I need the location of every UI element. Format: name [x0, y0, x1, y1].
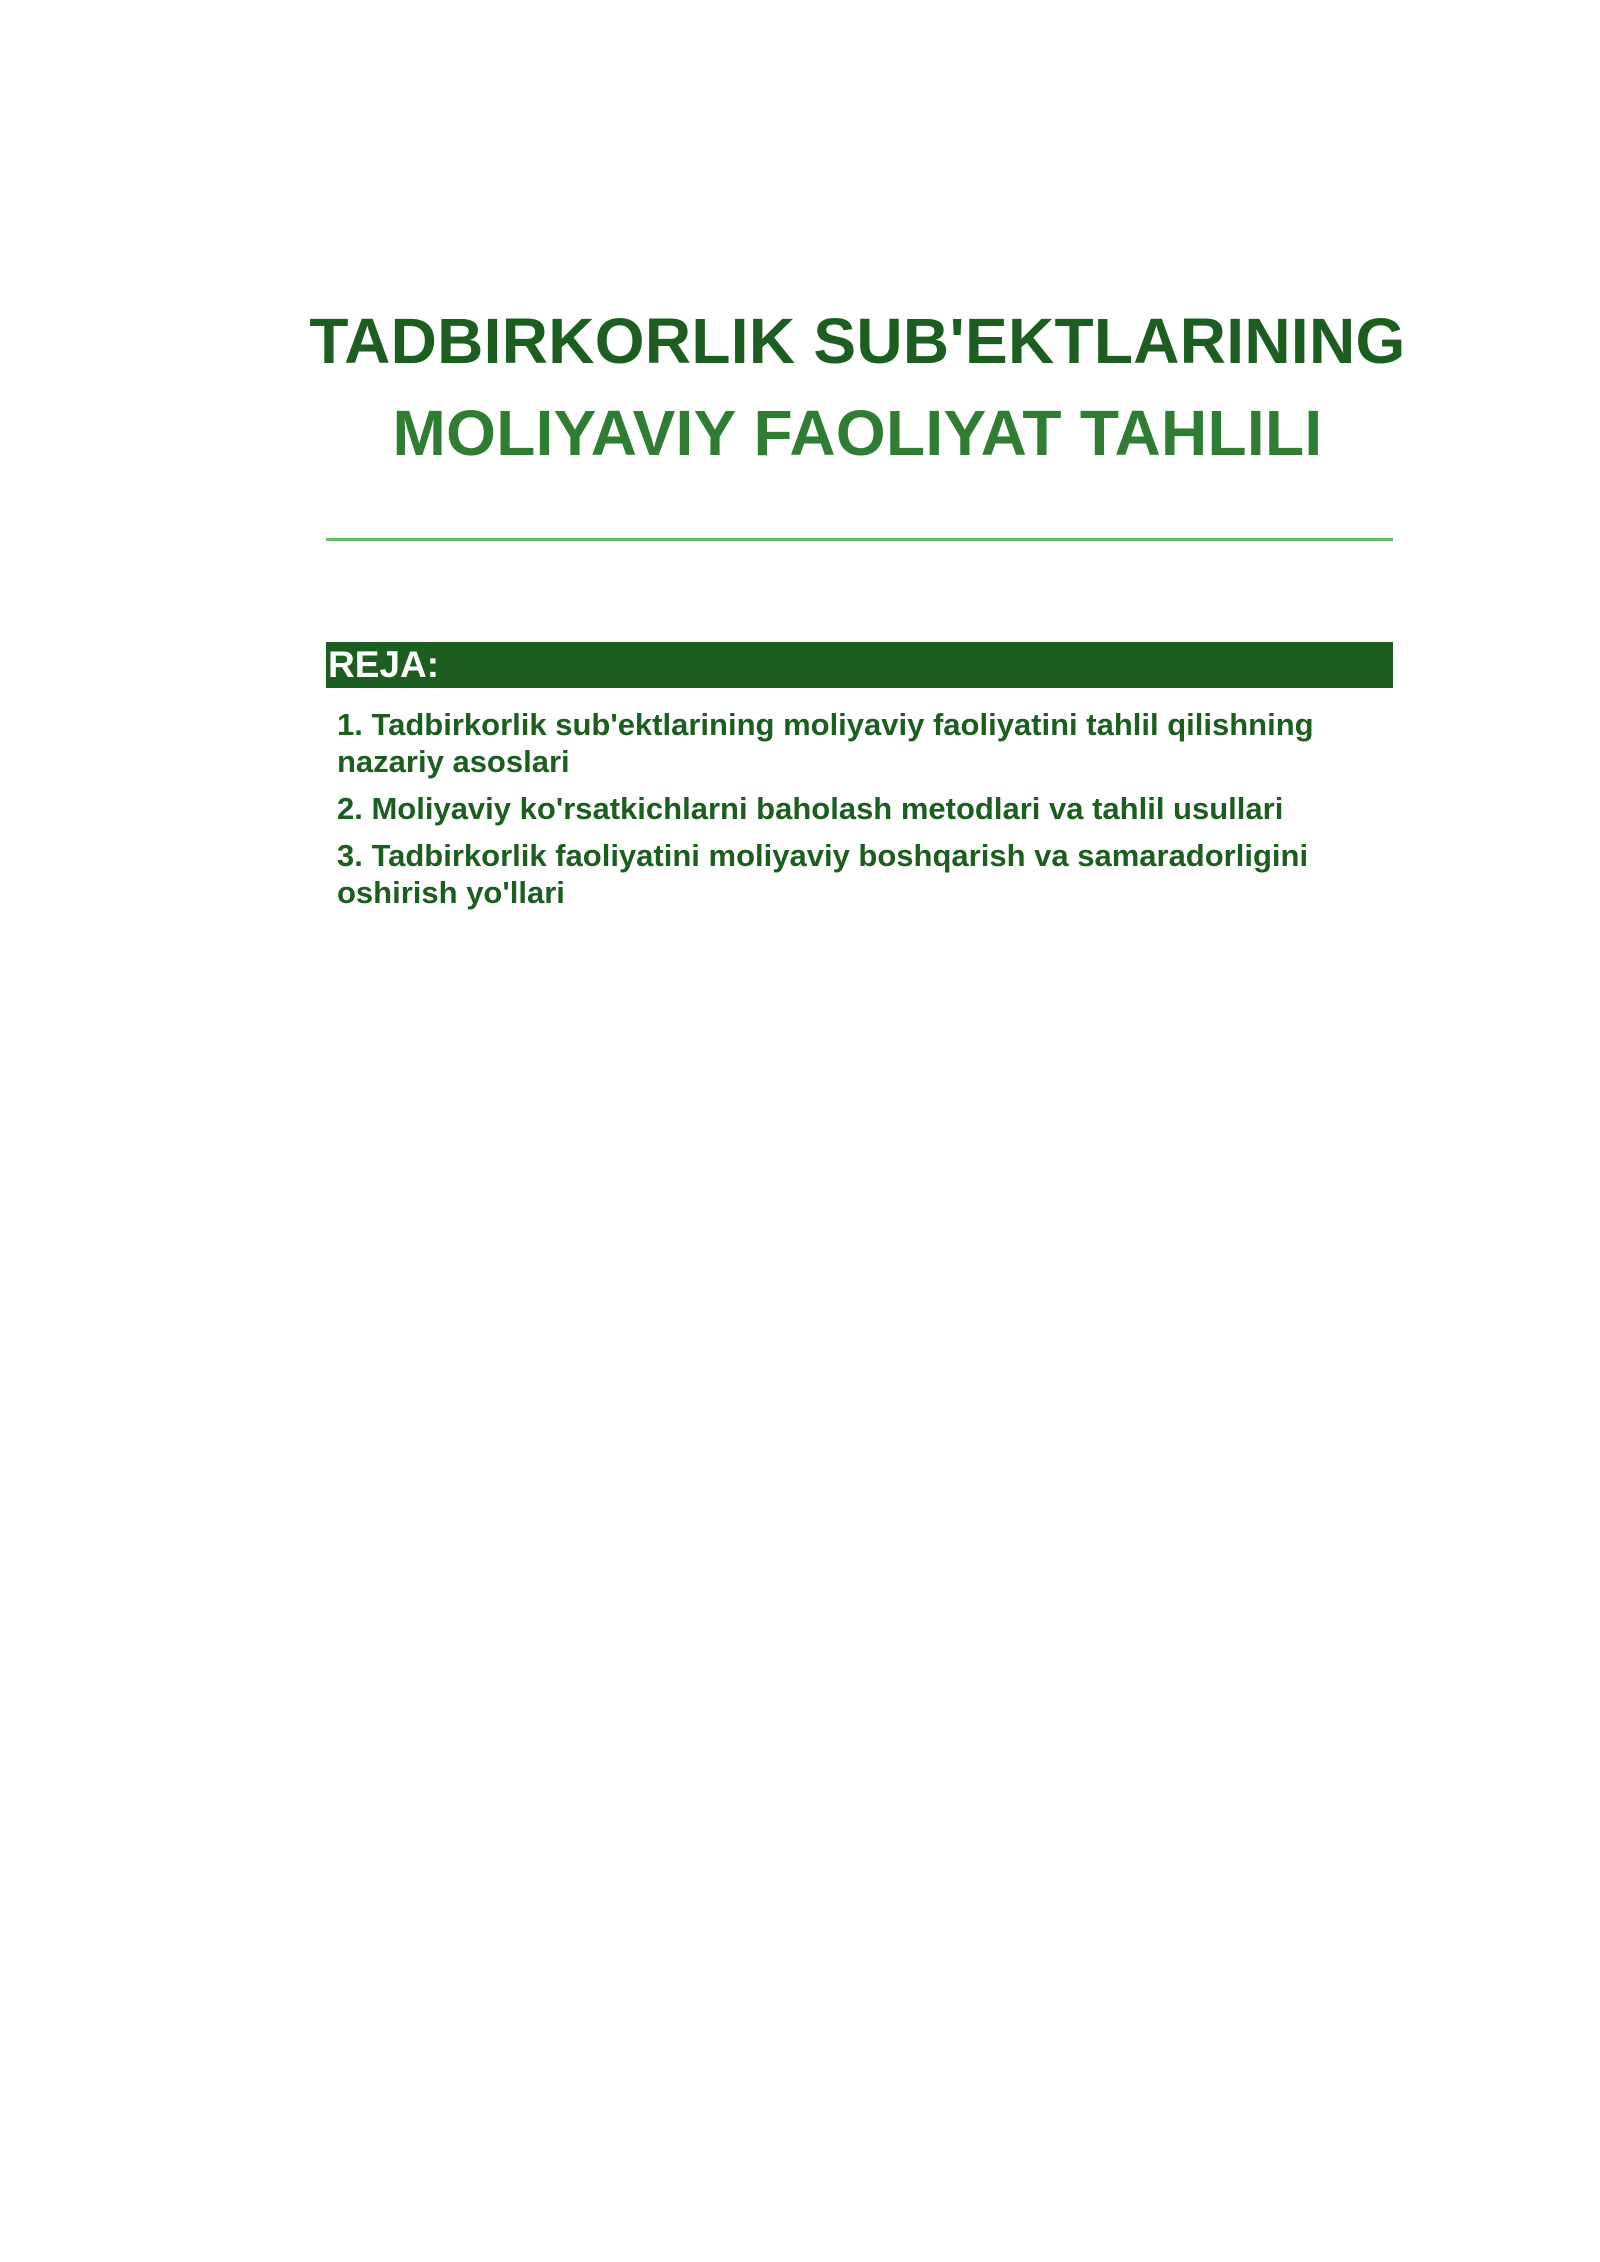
- plan-item-3: 3. Tadbirkorlik faoliyatini moliyaviy boshqarish va samaradorligini oshirish yo'llari: [337, 838, 1309, 910]
- plan-heading-bar: [326, 642, 1393, 688]
- plan-item-2: 2. Moliyaviy ko'rsatkichlarni baholash metodlari va tahlil usullari: [337, 791, 1284, 826]
- plan-item-1: 1. Tadbirkorlik sub'ektlarining moliyaviy faoliyatini tahlil qilishning nazariy asoslari: [337, 707, 1314, 779]
- plan-list: [337, 706, 1387, 921]
- plan-heading: REJA:: [328, 644, 440, 685]
- title-divider: [326, 538, 1393, 541]
- document-title: [200, 295, 1515, 479]
- title-line-1: TADBIRKORLIK SUB'EKTLARINING: [309, 305, 1406, 377]
- title-line-2: MOLIYAVIY FAOLIYAT TAHLILI: [392, 397, 1323, 469]
